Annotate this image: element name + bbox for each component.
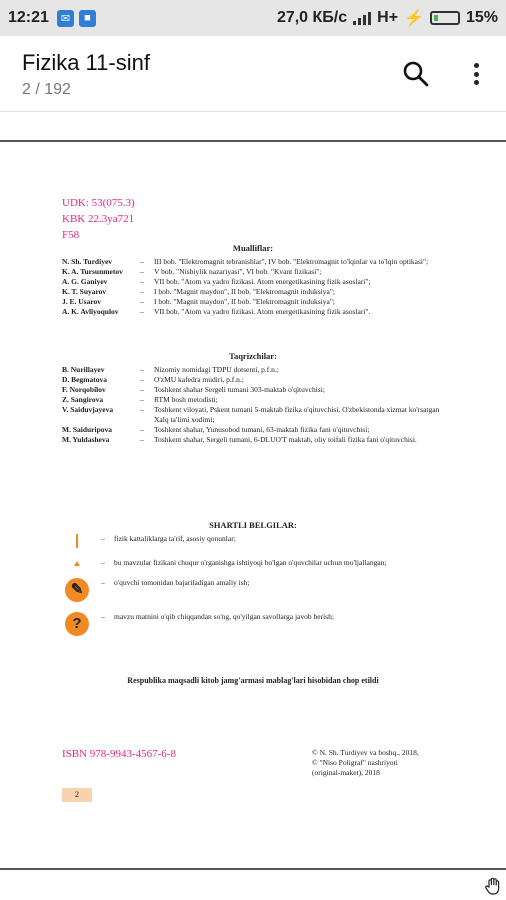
legend-item: ? – mavzu matnini o'qib chiqqandan so'ng, qo'yilgan savollarga javob berish; — [62, 612, 472, 636]
status-bar — [0, 0, 506, 36]
list-item: A. K. Avliyoqulov – VII bob. "Atom va yadro fizikasi. Atom energetikasining fizik asoslari". — [62, 307, 371, 316]
list-item: Z. Sangirova – RTM bosh metodisti; — [62, 395, 218, 404]
notification-icon: ✉ — [57, 10, 74, 27]
list-item: D. Begmatova – O'zMU kafedra mudiri, p.f.n.; — [62, 375, 244, 384]
question-icon: ? — [65, 612, 89, 636]
pencil-icon: ✎ — [65, 578, 89, 602]
reviewers-list — [62, 365, 442, 445]
isbn: ISBN 978-9943-4567-6-8 — [62, 748, 176, 760]
list-item: K. A. Tursunmetov – V bob. "Nisbiylik nazariyasi", VI bob. "Kvant fizikasi"; — [62, 267, 322, 276]
document-title: Fizika 11-sinf — [22, 50, 150, 75]
list-item: M. Saiduripova – Toshkent shahar, Yunusobod tumani, 63-maktab fizika fani o'qituvchisi; — [62, 425, 370, 434]
list-item: K. T. Suyarov – I bob. "Magnit maydon", II bob. "Elektromagnit induksiya"; — [62, 287, 335, 296]
authors-list — [62, 257, 442, 317]
legend-list — [62, 534, 472, 646]
funding-note: Respublika maqsadli kitob jamg'armasi mablag'lari hisobidan chop etildi — [127, 676, 379, 685]
hand-tool-icon[interactable] — [484, 876, 504, 896]
more-options-icon[interactable] — [466, 60, 486, 88]
kbk-line: KBK 22.3ya721 — [62, 213, 135, 225]
code-line: F58 — [62, 229, 80, 241]
legend-item: ✎ – o'quvchi tomonidan bajariladigan amaliy ish; — [62, 578, 472, 602]
legend-item: – fizik kattaliklarga ta'rif, asosiy qonunlar; — [62, 534, 472, 548]
app-bar — [0, 36, 506, 112]
reviewers-title: Taqrizchilar: — [229, 351, 277, 361]
udk-line: UDK: 53(075.3) — [62, 197, 135, 209]
battery-level: 15% — [465, 9, 498, 26]
page-indicator: 2 / 192 — [22, 81, 71, 98]
udk-block — [62, 195, 135, 243]
advanced-topic-icon — [74, 561, 80, 566]
page-number: 2 — [62, 788, 92, 802]
list-item: B. Nurillayev – Nizomiy nomidagi TDPU dotsenti, p.f.n.; — [62, 365, 279, 374]
list-item: V. Saiduvjayeva – Toshkent viloyati, Pskent tumani 5-maktab fizika o'qituvchisi, O'zbekistonda xizmat ko'rsatgan Xalq ta'limi xodimi; — [62, 405, 440, 424]
copyright-line: © N. Sh. Turdiyev va boshq., 2018, — [312, 748, 419, 757]
list-item: F. Norqobilov – Toshkent shahar Sergeli tumani 303-maktab o'qituvchisi; — [62, 385, 325, 394]
copyright-block — [312, 748, 472, 778]
list-item: J. E. Usarov – I bob. "Magnit maydon", II bob. "Elektromagnit induksiya"; — [62, 297, 335, 306]
authors-title: Mualliflar: — [232, 243, 274, 253]
legend-item: – bu mavzular fizikani chuqur o'rganishga ishtiyoqi bo'lgan o'quvchilar uchun mo'ljallangan; — [62, 558, 472, 568]
pdf-page — [0, 140, 506, 870]
net-speed: 27,0 КБ/с — [276, 9, 348, 26]
app-notification-icon: ■ — [79, 10, 96, 27]
copyright-line: © "Niso Poligraf" nashriyoti — [312, 758, 398, 767]
search-icon[interactable] — [402, 60, 430, 88]
legend-title: SHARTLI BELGILAR: — [209, 520, 297, 530]
copyright-line: (original-maket), 2018 — [312, 768, 380, 777]
list-item: M. Yuldasheva – Toshkent shahar, Sergeli tumani, 6-DLUO'T maktab, oliy toifali fizika fani o'qituvchisi. — [62, 435, 417, 444]
battery-icon — [430, 11, 460, 25]
signal-icon — [353, 11, 371, 25]
network-type: H+ — [377, 9, 399, 26]
list-item: A. G. Ganiyev – VII bob. "Atom va yadro fizikasi. Atom energetikasining fizik asoslari"; — [62, 277, 371, 286]
list-item: N. Sh. Turdiyev – III bob. "Elektromagnit tebranishlar", IV bob. "Elektromagnit to'lqinlar va to'lqin optikasi"; — [62, 257, 429, 266]
charging-icon: ⚡ — [404, 10, 424, 27]
definition-bar-icon — [76, 534, 78, 548]
status-time: 12:21 — [8, 9, 49, 26]
